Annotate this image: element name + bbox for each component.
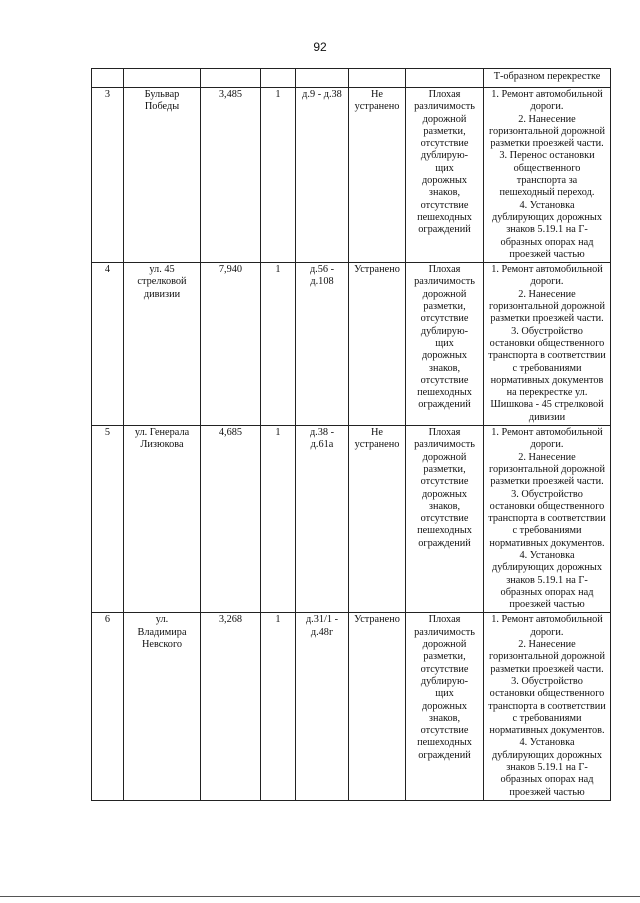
- cell-street-line: ул. 45: [149, 264, 175, 276]
- cell-reason-line: разметки,: [423, 463, 466, 475]
- cell-length: 7,940: [201, 263, 261, 426]
- cell-measures-line: знаков 5.19.1 на Г-: [506, 574, 588, 586]
- cell-measures-line: 2. Нанесение: [518, 451, 576, 463]
- cell-measures-line: 2. Нанесение: [518, 113, 576, 125]
- cell-measures-line: дороги.: [530, 276, 564, 288]
- cell-status: [349, 263, 406, 426]
- cell-measures-line: горизонтальной дорожной: [488, 125, 606, 137]
- cell-measures-line: горизонтальной дорожной: [488, 463, 606, 475]
- cell-street: [124, 88, 201, 263]
- cell-section: [296, 613, 349, 800]
- cell-measures-line: с требованиями: [512, 525, 582, 537]
- table-row-continuation: [92, 69, 611, 88]
- cell-measures-line: разметки проезжей части.: [490, 138, 604, 150]
- cell-reason-line: пешеходных: [417, 387, 472, 399]
- cell-reason-line: дорожной: [422, 451, 467, 463]
- cell-reason-line: знаков,: [428, 187, 461, 199]
- cell-measures-line: дороги.: [530, 101, 564, 113]
- cell-measures: Т-образном перекрестке: [484, 69, 611, 88]
- cell-measures-line: образных опорах над: [500, 236, 594, 248]
- cell-reason-line: Плохая: [428, 614, 461, 626]
- cell-measures-line: дублирующих дорожных: [491, 211, 603, 223]
- cell-section-line: д.9 - д.38: [302, 89, 342, 100]
- cell-reason-line: дорожной: [422, 639, 467, 651]
- cell-measures-line: дороги.: [530, 439, 564, 451]
- cell-measures-line: общественного: [513, 162, 581, 174]
- cell-reason-line: дорожной: [422, 288, 467, 300]
- cell-section-line: д.31/1 -: [305, 614, 339, 626]
- cell-count: 1: [261, 263, 296, 426]
- cell-reason-line: отсутствие: [420, 374, 469, 386]
- cell-num: 5: [92, 426, 124, 613]
- cell-measures-line: нормативных документов.: [489, 537, 605, 549]
- cell-reason-line: щих: [435, 688, 454, 700]
- cell-status-line: Устранено: [354, 614, 400, 626]
- cell-street-line: дивизии: [143, 288, 181, 300]
- cell-measures-line: горизонтальной дорожной: [488, 651, 606, 663]
- cell-measures-line: образных опорах над: [500, 586, 594, 598]
- cell-street-line: Невского: [141, 639, 183, 651]
- cell-measures-line: дивизии: [528, 411, 566, 423]
- cell-reason-line: дублирую-: [420, 325, 469, 337]
- cell-measures-line: остановки общественного: [489, 688, 605, 700]
- cell-reason-line: знаков,: [428, 362, 461, 374]
- cell-measures-line: проезжей частью: [509, 599, 585, 611]
- cell-measures-line: пешеходный переход.: [499, 187, 595, 199]
- cell-measures-line: дублирующих дорожных: [491, 749, 603, 761]
- cell-reason-line: дорожных: [421, 488, 468, 500]
- cell-status: [349, 426, 406, 613]
- cell-measures-line: знаков 5.19.1 на Г-: [506, 224, 588, 236]
- cell-section-line: д.61а: [310, 439, 334, 451]
- cell-reason-line: отсутствие: [420, 513, 469, 525]
- cell-measures-line: 2. Нанесение: [518, 639, 576, 651]
- cell-measures-line: дороги.: [530, 626, 564, 638]
- cell-measures-line: нормативных документов: [490, 374, 604, 386]
- cell-reason-line: отсутствие: [420, 313, 469, 325]
- cell-reason-line: дорожных: [421, 700, 468, 712]
- cell-measures-line: с требованиями: [512, 712, 582, 724]
- cell-measures-line: разметки проезжей части.: [490, 313, 604, 325]
- cell-section-line: д.108: [310, 276, 334, 288]
- cell-count: 1: [261, 613, 296, 800]
- cell-measures-line: 3. Обустройство: [511, 325, 583, 337]
- cell-reason-line: знаков,: [428, 500, 461, 512]
- cell-section: [296, 263, 349, 426]
- cell-reason-line: отсутствие: [420, 476, 469, 488]
- cell-street-line: Бульвар: [144, 89, 180, 100]
- cell-section: [296, 88, 349, 263]
- cell-street-line: Лизюкова: [140, 439, 184, 451]
- cell-reason-line: ограждений: [418, 749, 471, 761]
- cell-measures-line: проезжей частью: [509, 248, 585, 260]
- cell-measures-line: на перекрестке ул.: [506, 387, 588, 399]
- cell-measures-line: разметки проезжей части.: [490, 663, 604, 675]
- cell-num: 6: [92, 613, 124, 800]
- cell-num: 4: [92, 263, 124, 426]
- cell-num: 3: [92, 88, 124, 263]
- cell-measures-line: нормативных документов.: [489, 725, 605, 737]
- cell-reason-line: дорожных: [421, 350, 468, 362]
- cell-reason-line: различимость: [414, 101, 475, 113]
- cell-street-line: стрелковой: [137, 276, 187, 288]
- cell-measures: [484, 88, 611, 263]
- cell-status: [349, 69, 406, 88]
- cell-reason-line: пешеходных: [417, 211, 472, 223]
- cell-status-line: Не: [370, 89, 383, 100]
- cell-reason-line: различимость: [414, 626, 475, 638]
- cell-reason: [406, 426, 484, 613]
- accident-sites-table: [91, 68, 611, 801]
- cell-measures-line: горизонтальной дорожной: [488, 301, 606, 313]
- cell-measures-line: 2. Нанесение: [518, 288, 576, 300]
- bottom-divider: [0, 896, 640, 897]
- cell-reason-line: Плохая: [428, 427, 461, 439]
- cell-reason-line: отсутствие: [420, 199, 469, 211]
- cell-measures-line: транспорта за: [516, 175, 578, 187]
- cell-measures-line: образных опорах над: [500, 774, 594, 786]
- cell-measures-line: знаков 5.19.1 на Г-: [506, 762, 588, 774]
- cell-reason-line: дублирую-: [420, 675, 469, 687]
- cell-measures-line: 3. Перенос остановки: [499, 150, 595, 162]
- cell-reason-line: дорожных: [421, 175, 468, 187]
- cell-reason-line: знаков,: [428, 712, 461, 724]
- cell-reason-line: дорожной: [422, 113, 467, 125]
- cell-measures-line: остановки общественного: [489, 500, 605, 512]
- cell-count: 1: [261, 88, 296, 263]
- cell-measures: [484, 263, 611, 426]
- cell-num: [92, 69, 124, 88]
- table-row: [92, 263, 611, 426]
- cell-length: 4,685: [201, 426, 261, 613]
- cell-measures-line: 4. Установка: [519, 199, 575, 211]
- cell-reason-line: разметки,: [423, 301, 466, 313]
- cell-status: [349, 88, 406, 263]
- page-number: 92: [313, 40, 327, 54]
- cell-measures-line: проезжей частью: [509, 786, 585, 798]
- cell-status-line: устранено: [354, 101, 400, 113]
- cell-measures: [484, 426, 611, 613]
- cell-street-line: Победы: [144, 101, 180, 113]
- cell-reason-line: отсутствие: [420, 138, 469, 150]
- cell-reason-line: Плохая: [428, 89, 461, 100]
- cell-measures-line: 3. Обустройство: [511, 675, 583, 687]
- cell-count: [261, 69, 296, 88]
- cell-street: [124, 69, 201, 88]
- cell-measures-line: 3. Обустройство: [511, 488, 583, 500]
- cell-count: 1: [261, 426, 296, 613]
- cell-measures-line: 1. Ремонт автомобильной: [491, 614, 603, 626]
- cell-status-line: Не: [370, 427, 383, 439]
- cell-reason-line: пешеходных: [417, 525, 472, 537]
- cell-reason-line: щих: [435, 337, 454, 349]
- cell-reason: [406, 613, 484, 800]
- cell-street-line: Владимира: [137, 626, 187, 638]
- cell-length: [201, 69, 261, 88]
- cell-measures-line: остановки общественного: [489, 337, 605, 349]
- cell-status: [349, 613, 406, 800]
- cell-length: 3,485: [201, 88, 261, 263]
- cell-measures-line: 1. Ремонт автомобильной: [491, 89, 603, 100]
- cell-reason: [406, 88, 484, 263]
- cell-section-line: д.56 -: [309, 264, 335, 276]
- cell-measures-line: Шишкова - 45 стрелковой: [490, 399, 604, 411]
- cell-street-line: ул.: [155, 614, 169, 626]
- table-row: [92, 88, 611, 263]
- cell-reason: [406, 263, 484, 426]
- cell-street: [124, 613, 201, 800]
- cell-measures-line: с требованиями: [512, 362, 582, 374]
- cell-measures-line: 1. Ремонт автомобильной: [491, 264, 603, 276]
- table-row: [92, 613, 611, 800]
- cell-reason: [406, 69, 484, 88]
- cell-reason-line: различимость: [414, 276, 475, 288]
- cell-measures-line: 4. Установка: [519, 549, 575, 561]
- cell-street: [124, 263, 201, 426]
- cell-measures-line: транспорта в соответствии: [488, 513, 606, 525]
- cell-measures-line: разметки проезжей части.: [490, 476, 604, 488]
- cell-reason-line: щих: [435, 162, 454, 174]
- cell-measures-line: транспорта в соответствии: [488, 350, 606, 362]
- table-row: [92, 426, 611, 613]
- cell-measures-line: 4. Установка: [519, 737, 575, 749]
- cell-reason-line: Плохая: [428, 264, 461, 276]
- cell-measures-line: дублирующих дорожных: [491, 562, 603, 574]
- cell-reason-line: ограждений: [418, 537, 471, 549]
- cell-street: [124, 426, 201, 613]
- cell-measures-line: транспорта в соответствии: [488, 700, 606, 712]
- cell-reason-line: разметки,: [423, 125, 466, 137]
- cell-street-line: ул. Генерала: [134, 427, 190, 439]
- cell-section-line: д.38 -: [309, 427, 335, 439]
- cell-reason-line: различимость: [414, 439, 475, 451]
- cell-reason-line: ограждений: [418, 399, 471, 411]
- cell-measures-line: 1. Ремонт автомобильной: [491, 427, 603, 439]
- cell-reason-line: дублирую-: [420, 150, 469, 162]
- cell-reason-line: ограждений: [418, 224, 471, 236]
- cell-section: [296, 69, 349, 88]
- cell-reason-line: отсутствие: [420, 725, 469, 737]
- cell-status-line: устранено: [354, 439, 400, 451]
- cell-reason-line: разметки,: [423, 651, 466, 663]
- cell-reason-line: отсутствие: [420, 663, 469, 675]
- cell-reason-line: пешеходных: [417, 737, 472, 749]
- cell-section: [296, 426, 349, 613]
- cell-measures: [484, 613, 611, 800]
- cell-length: 3,268: [201, 613, 261, 800]
- cell-status-line: Устранено: [354, 264, 400, 276]
- cell-section-line: д.48г: [310, 626, 334, 638]
